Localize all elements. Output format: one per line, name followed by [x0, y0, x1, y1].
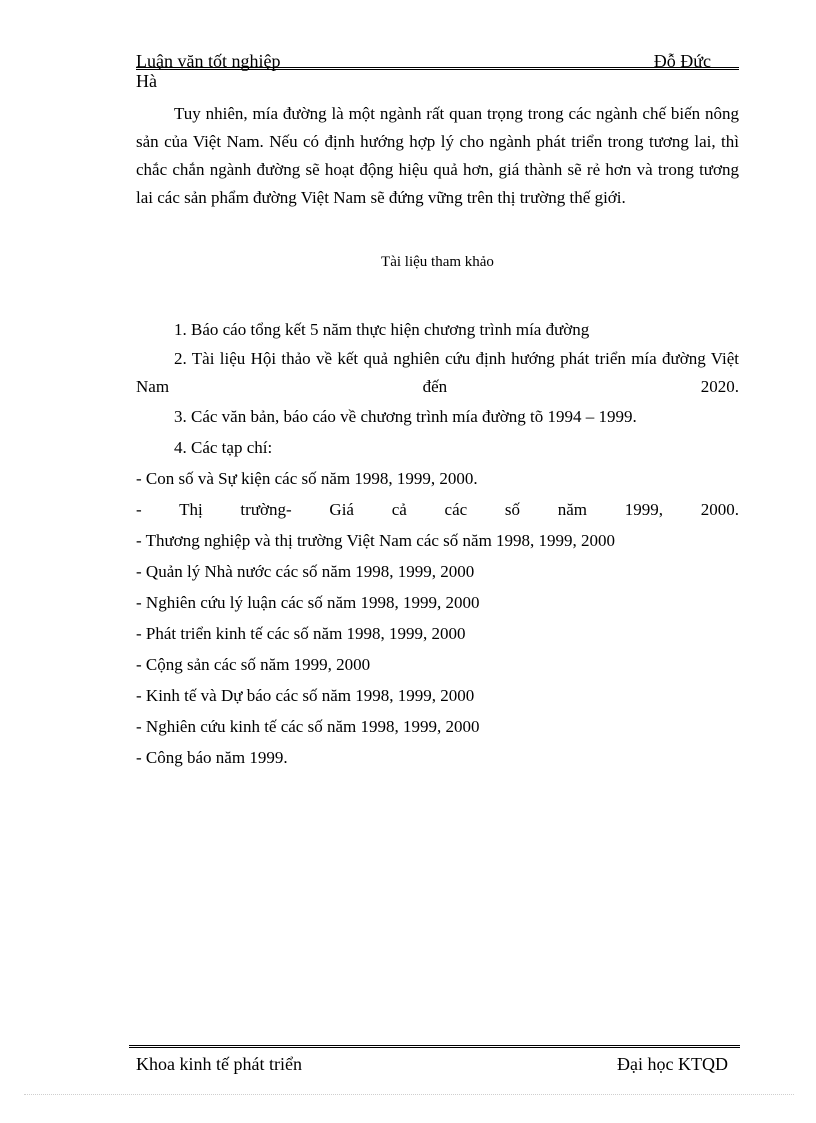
- journal-item: - Nghiên cứu kinh tế các số năm 1998, 1999, 2000: [136, 717, 480, 736]
- intro-paragraph: Tuy nhiên, mía đường là một ngành rất quan trọng trong các ngành chế biến nông sản của Việt Nam. Nếu có định hướng hợp lý cho ngành phát triển trong tương lai, thì chắc chắn ngành đường sẽ hoạt động hiệu quả hơn, giá thành sẽ rẻ hơn và trong tương lai các sản phẩm đường Việt Nam sẽ đứng vững trên thị trường thế giới.: [136, 104, 739, 207]
- reference-item-3: 3. Các văn bản, báo cáo về chương trình mía đường tõ 1994 – 1999.: [174, 407, 637, 426]
- reference-item-1: 1. Báo cáo tổng kết 5 năm thực hiện chương trình mía đường: [174, 320, 590, 339]
- page-footer: [129, 1045, 740, 1078]
- journal-item: - Thương nghiệp và thị trường Việt Nam các số năm 1998, 1999, 2000: [136, 531, 616, 550]
- header-author-continuation: Hà: [136, 71, 157, 91]
- page-body: [136, 100, 739, 773]
- journal-item: - Nghiên cứu lý luận các số năm 1998, 1999, 2000: [136, 593, 480, 612]
- footer-faculty: Khoa kinh tế phát triển: [136, 1054, 302, 1074]
- references-title: Tài liệu tham khảo: [381, 254, 494, 270]
- footer-university: Đại học KTQD: [617, 1054, 728, 1074]
- journal-item: - Thị trường- Giá cả các số năm 1999, 2000.: [136, 500, 739, 519]
- page-header: [136, 50, 739, 92]
- journal-item: - Con số và Sự kiện các số năm 1998, 1999, 2000.: [136, 469, 478, 488]
- header-author-name: Đỗ Đức: [653, 51, 711, 71]
- reference-item-4: 4. Các tạp chí:: [174, 438, 273, 457]
- reference-item-2: 2. Tài liệu Hội thảo về kết quả nghiên cứu định hướng phát triển mía đường Việt Nam đến 2020.: [136, 349, 739, 396]
- header-thesis-label: Luận văn tốt nghiệp: [136, 51, 281, 71]
- header-rule: [136, 67, 739, 70]
- page-bottom-dotted-line: [24, 1094, 794, 1095]
- journal-item: - Phát triển kinh tế các số năm 1998, 1999, 2000: [136, 624, 466, 643]
- journal-item: - Công báo năm 1999.: [136, 748, 288, 767]
- footer-rule: [129, 1045, 740, 1048]
- journal-item: - Cộng sản các số năm 1999, 2000: [136, 655, 371, 674]
- journal-item: - Kinh tế và Dự báo các số năm 1998, 1999, 2000: [136, 686, 475, 705]
- journal-item: - Quản lý Nhà nước các số năm 1998, 1999, 2000: [136, 562, 475, 581]
